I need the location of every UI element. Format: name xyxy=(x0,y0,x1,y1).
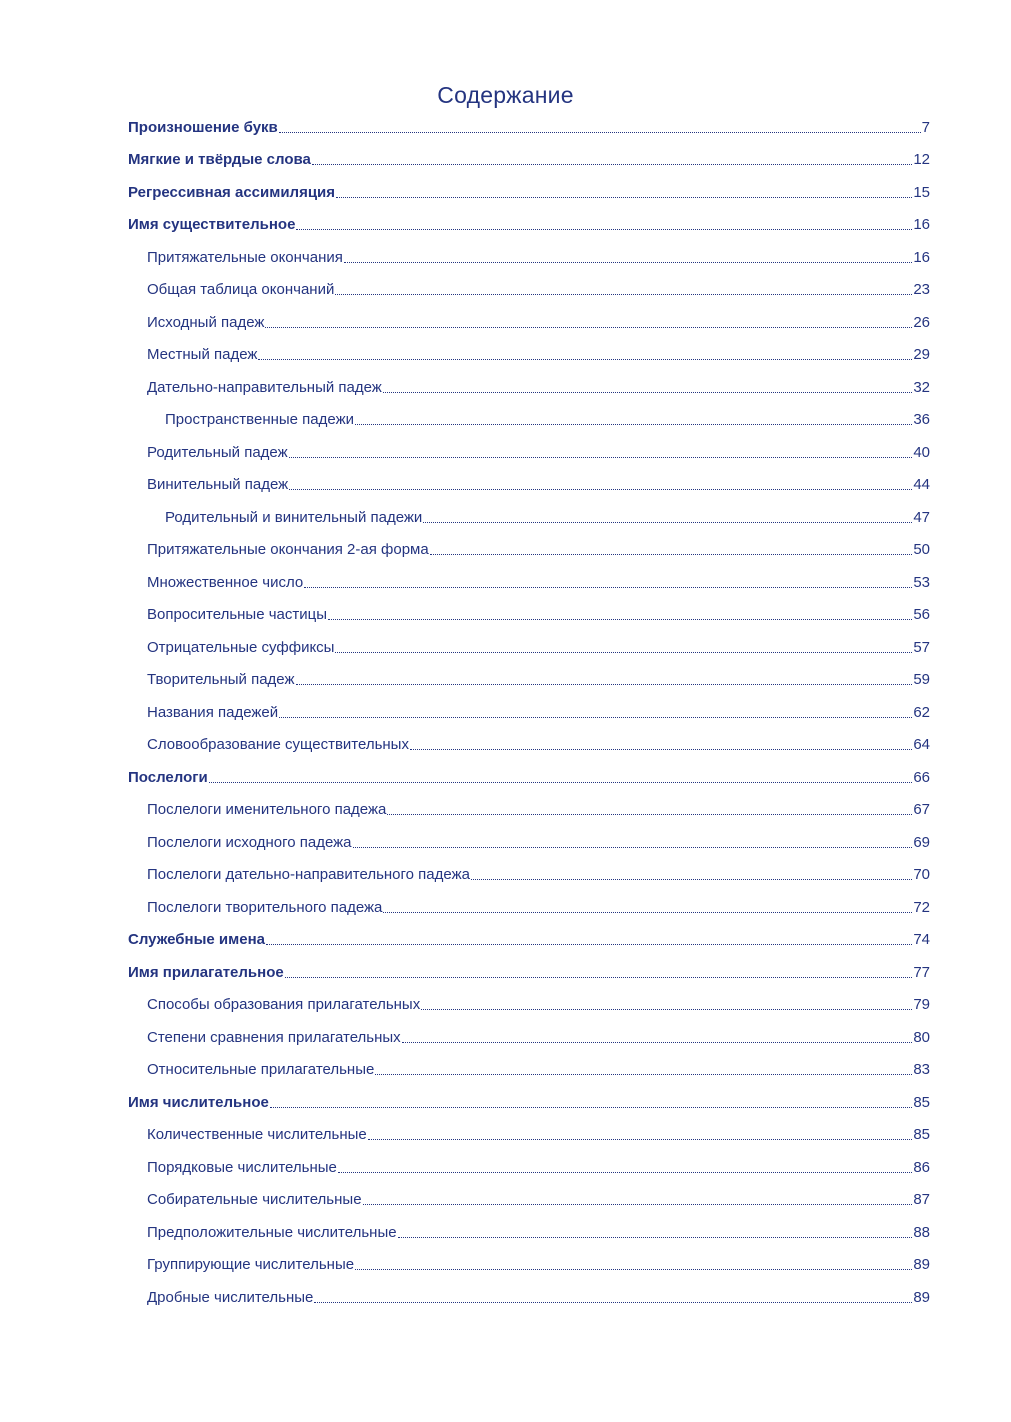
toc-entry-page-number[interactable]: 47 xyxy=(913,508,930,526)
toc-entry-label[interactable]: Названия падежей xyxy=(147,703,279,721)
dot-leader xyxy=(296,684,913,685)
toc-entry-page-number[interactable]: 70 xyxy=(913,866,930,883)
toc-entry[interactable] xyxy=(0,793,1011,826)
toc-entry-label[interactable]: Имя прилагательное xyxy=(128,963,284,981)
toc-entry[interactable] xyxy=(0,1118,1011,1151)
toc-entry-label[interactable]: Послелоги xyxy=(128,768,208,786)
toc-entry[interactable] xyxy=(0,143,1011,176)
toc-title: Содержание xyxy=(437,82,574,108)
dot-leader xyxy=(289,489,912,490)
toc-entry[interactable] xyxy=(0,533,1011,566)
dot-leader xyxy=(335,652,912,653)
toc-entry-page-number[interactable]: 7 xyxy=(921,118,930,136)
toc-entry-label[interactable]: Порядковые числительные xyxy=(147,1158,337,1176)
dot-leader xyxy=(353,847,913,848)
toc-entry-page-number[interactable]: 32 xyxy=(913,378,930,396)
toc-entry-page-number[interactable]: 16 xyxy=(913,216,930,233)
toc-entry-label[interactable]: Послелоги исходного падежа xyxy=(147,833,352,851)
toc-entry[interactable] xyxy=(0,273,1011,306)
toc-entry[interactable] xyxy=(0,1280,1011,1313)
dot-leader xyxy=(265,327,912,328)
toc-entry-label[interactable]: Собирательные числительные xyxy=(147,1191,362,1208)
toc-entry-page-number[interactable]: 44 xyxy=(913,476,930,493)
toc-entry-page-number[interactable]: 85 xyxy=(913,1093,930,1111)
dot-leader xyxy=(344,262,912,263)
toc-entry[interactable] xyxy=(0,338,1011,371)
dot-leader xyxy=(335,294,912,295)
toc-entry-page-number[interactable]: 86 xyxy=(913,1158,930,1176)
toc-entry[interactable] xyxy=(0,1020,1011,1053)
toc-entry[interactable] xyxy=(0,110,1011,143)
dot-leader xyxy=(209,782,913,783)
dot-leader xyxy=(328,619,912,620)
toc-entry-label[interactable]: Послелоги именительного падежа xyxy=(147,801,387,818)
toc-entry[interactable] xyxy=(0,923,1011,956)
toc-entry-page-number[interactable]: 64 xyxy=(913,736,930,753)
toc-entry[interactable] xyxy=(0,630,1011,663)
toc-entry-label[interactable]: Родительный падеж xyxy=(147,443,288,461)
toc-entry-label[interactable]: Родительный и винительный падежи xyxy=(165,508,423,526)
toc-entry-label[interactable]: Регрессивная ассимиляция xyxy=(128,183,336,201)
toc-entry[interactable] xyxy=(0,1085,1011,1118)
dot-leader xyxy=(383,392,912,393)
toc-entry-page-number[interactable]: 88 xyxy=(913,1223,930,1241)
toc-entry-label[interactable]: Группирующие числительные xyxy=(147,1256,355,1273)
toc-entry-label[interactable]: Множественное число xyxy=(147,573,304,591)
toc-entry-page-number[interactable]: 89 xyxy=(913,1288,930,1306)
toc-entry-page-number[interactable]: 79 xyxy=(913,996,930,1013)
toc-entry[interactable] xyxy=(0,988,1011,1021)
toc-entry[interactable] xyxy=(0,403,1011,436)
toc-entry-label[interactable]: Служебные имена xyxy=(128,931,265,948)
dot-leader xyxy=(363,1204,913,1205)
dot-leader xyxy=(402,1042,913,1043)
toc-entry[interactable] xyxy=(0,1053,1011,1086)
toc-entry-label[interactable]: Степени сравнения прилагательных xyxy=(147,1028,401,1046)
toc-entry-label[interactable]: Послелоги творительного падежа xyxy=(147,898,383,916)
toc-entry[interactable] xyxy=(0,1183,1011,1216)
toc-entry-page-number[interactable]: 23 xyxy=(913,281,930,298)
toc-entry-page-number[interactable]: 67 xyxy=(913,801,930,818)
toc-entry-label[interactable]: Исходный падеж xyxy=(147,313,265,331)
toc-entry[interactable] xyxy=(0,1248,1011,1281)
toc-entry-label[interactable]: Относительные прилагательные xyxy=(147,1061,375,1078)
dot-leader xyxy=(421,1009,912,1010)
toc-entry[interactable] xyxy=(0,565,1011,598)
dot-leader xyxy=(336,197,912,198)
toc-entry-page-number[interactable]: 72 xyxy=(913,898,930,916)
dot-leader xyxy=(279,717,912,718)
dot-leader xyxy=(398,1237,913,1238)
dot-leader xyxy=(355,424,912,425)
toc-list xyxy=(0,110,1011,1313)
toc-entry-page-number[interactable]: 16 xyxy=(913,248,930,266)
toc-entry-label[interactable]: Словообразование существительных xyxy=(147,736,409,753)
toc-entry[interactable] xyxy=(0,695,1011,728)
dot-leader xyxy=(314,1302,912,1303)
toc-entry-label[interactable]: Способы образования прилагательных xyxy=(147,996,421,1013)
toc-entry[interactable] xyxy=(0,175,1011,208)
toc-entry-page-number[interactable]: 56 xyxy=(913,606,930,623)
toc-entry-page-number[interactable]: 80 xyxy=(913,1028,930,1046)
toc-entry-label[interactable]: Местный падеж xyxy=(147,346,258,363)
toc-entry-label[interactable]: Предположительные числительные xyxy=(147,1223,397,1241)
toc-entry-label[interactable]: Отрицательные суффиксы xyxy=(147,638,335,656)
dot-leader xyxy=(266,944,912,945)
dot-leader xyxy=(375,1074,912,1075)
toc-entry-page-number[interactable]: 29 xyxy=(913,346,930,363)
toc-entry-label[interactable]: Творительный падеж xyxy=(147,671,295,688)
toc-entry-page-number[interactable]: 36 xyxy=(913,411,930,428)
toc-entry-page-number[interactable]: 87 xyxy=(913,1191,930,1208)
toc-entry[interactable] xyxy=(0,208,1011,241)
toc-entry[interactable] xyxy=(0,370,1011,403)
toc-entry-label[interactable]: Общая таблица окончаний xyxy=(147,281,335,298)
dot-leader xyxy=(296,229,912,230)
toc-entry-label[interactable]: Имя числительное xyxy=(128,1093,269,1111)
dot-leader xyxy=(410,749,912,750)
dot-leader xyxy=(289,457,913,458)
toc-entry-label[interactable]: Мягкие и твёрдые слова xyxy=(128,151,311,168)
toc-entry[interactable] xyxy=(0,890,1011,923)
toc-entry-page-number[interactable]: 15 xyxy=(913,183,930,201)
toc-entry[interactable] xyxy=(0,240,1011,273)
toc-entry[interactable] xyxy=(0,663,1011,696)
toc-entry-page-number[interactable]: 59 xyxy=(913,671,930,688)
toc-entry-label[interactable]: Притяжательные окончания xyxy=(147,248,343,266)
toc-entry-page-number[interactable]: 83 xyxy=(913,1061,930,1078)
toc-entry[interactable] xyxy=(0,598,1011,631)
toc-entry-page-number[interactable]: 89 xyxy=(913,1256,930,1273)
toc-entry[interactable] xyxy=(0,1215,1011,1248)
toc-entry[interactable] xyxy=(0,500,1011,533)
toc-entry[interactable] xyxy=(0,1150,1011,1183)
toc-entry-label[interactable]: Пространственные падежи xyxy=(165,411,354,428)
dot-leader xyxy=(285,977,913,978)
dot-leader xyxy=(258,359,912,360)
toc-entry-label[interactable]: Вопросительные частицы xyxy=(147,606,327,623)
toc-entry-page-number[interactable]: 77 xyxy=(913,963,930,981)
toc-entry-page-number[interactable]: 85 xyxy=(913,1126,930,1143)
dot-leader xyxy=(279,132,921,133)
toc-entry-page-number[interactable]: 66 xyxy=(913,768,930,786)
dot-leader xyxy=(471,879,912,880)
toc-entry-label[interactable]: Притяжательные окончания 2-ая форма xyxy=(147,541,429,558)
toc-entry-page-number[interactable]: 53 xyxy=(913,573,930,591)
toc-entry-label[interactable]: Дательно-направительный падеж xyxy=(147,378,382,396)
toc-entry-label[interactable]: Произношение букв xyxy=(128,118,278,136)
dot-leader xyxy=(270,1107,912,1108)
dot-leader xyxy=(423,522,912,523)
toc-entry-page-number[interactable]: 57 xyxy=(913,638,930,656)
dot-leader xyxy=(383,912,912,913)
toc-entry[interactable] xyxy=(0,825,1011,858)
toc-entry-label[interactable]: Послелоги дательно-направительного падежа xyxy=(147,866,470,883)
toc-entry-page-number[interactable]: 26 xyxy=(913,313,930,331)
toc-entry-page-number[interactable]: 12 xyxy=(913,151,930,168)
toc-entry-label[interactable]: Винительный падеж xyxy=(147,476,289,493)
toc-entry-page-number[interactable]: 50 xyxy=(913,541,930,558)
toc-entry-page-number[interactable]: 74 xyxy=(913,931,930,948)
toc-entry-page-number[interactable]: 62 xyxy=(913,703,930,721)
toc-entry-label[interactable]: Имя существительное xyxy=(128,216,296,233)
toc-entry[interactable] xyxy=(0,468,1011,501)
toc-entry-page-number[interactable]: 69 xyxy=(913,833,930,851)
toc-entry-label[interactable]: Дробные числительные xyxy=(147,1288,314,1306)
toc-entry[interactable] xyxy=(0,435,1011,468)
dot-leader xyxy=(338,1172,912,1173)
toc-entry[interactable] xyxy=(0,955,1011,988)
toc-entry[interactable] xyxy=(0,305,1011,338)
toc-entry-page-number[interactable]: 40 xyxy=(913,443,930,461)
dot-leader xyxy=(387,814,912,815)
dot-leader xyxy=(368,1139,913,1140)
toc-entry[interactable] xyxy=(0,760,1011,793)
toc-entry-label[interactable]: Количественные числительные xyxy=(147,1126,367,1143)
dot-leader xyxy=(355,1269,912,1270)
toc-entry[interactable] xyxy=(0,858,1011,891)
dot-leader xyxy=(430,554,913,555)
dot-leader xyxy=(304,587,912,588)
dot-leader xyxy=(312,164,912,165)
toc-entry[interactable] xyxy=(0,728,1011,761)
